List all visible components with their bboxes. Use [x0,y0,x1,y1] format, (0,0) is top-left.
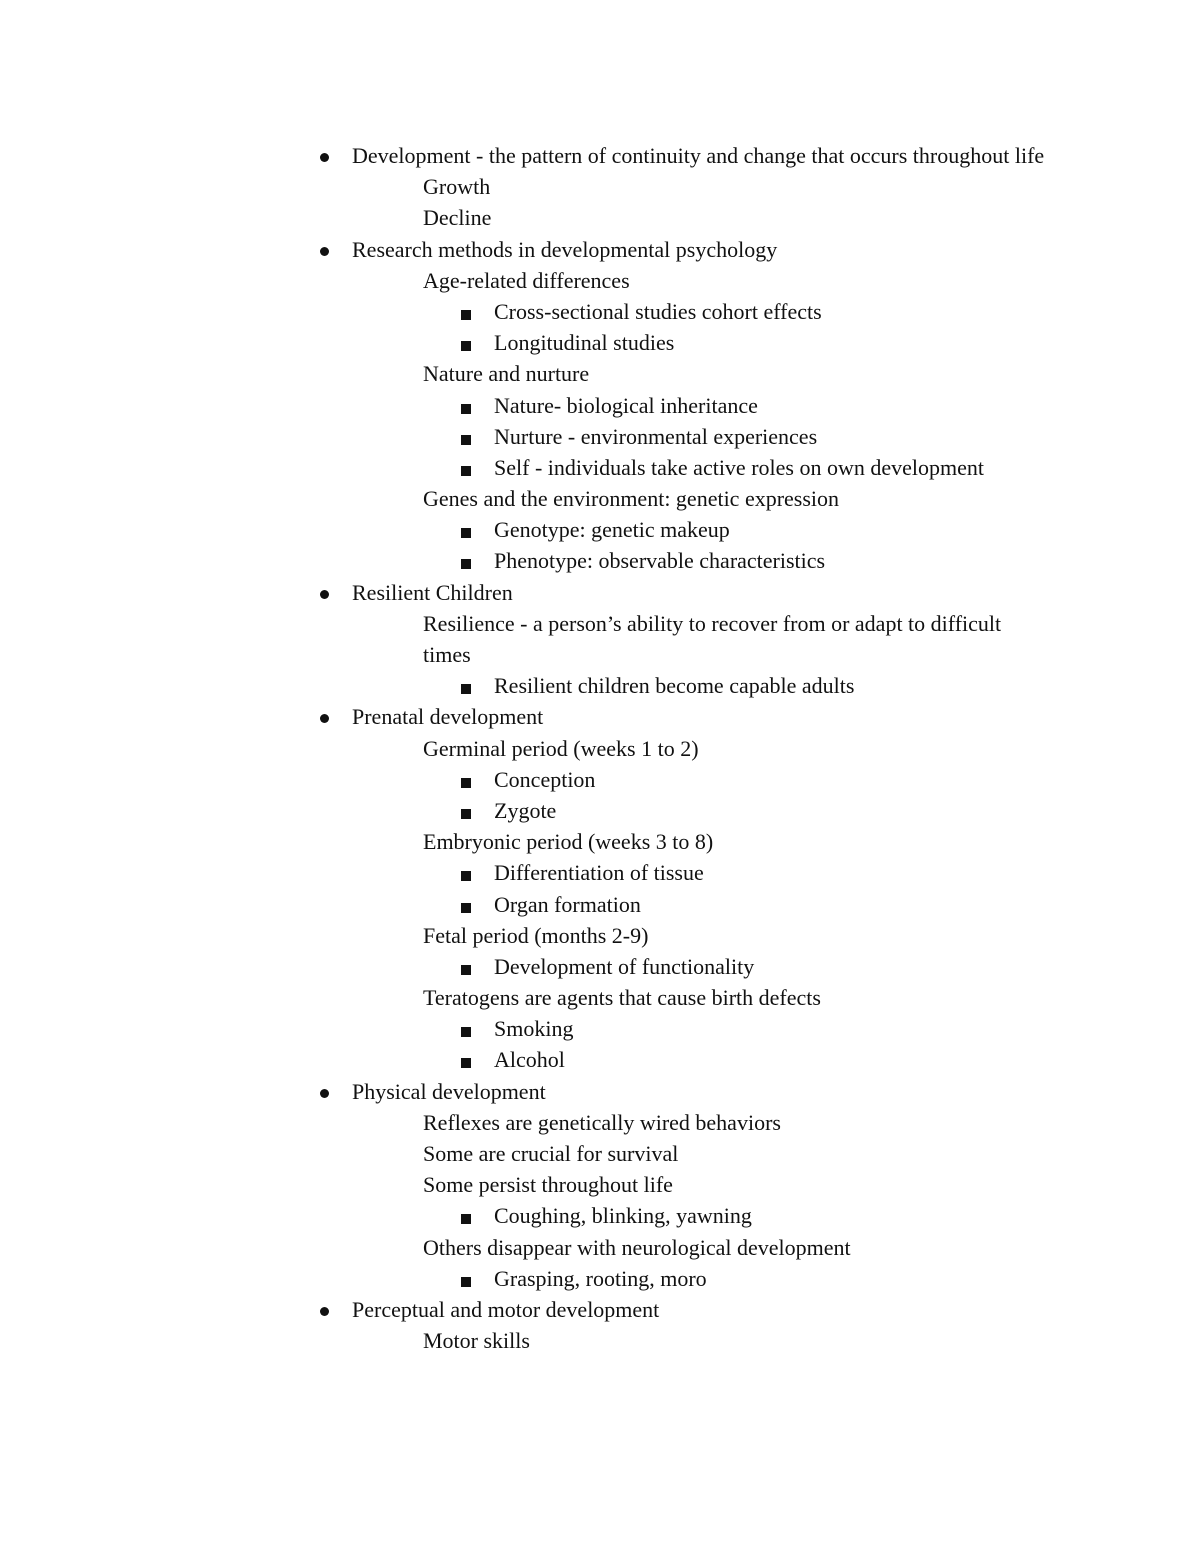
outline-item-level-2 [0,358,1053,389]
outline-item-text: Differentiation of tissue [494,860,704,886]
outline-item-text: Nurture - environmental experiences [494,423,818,449]
outline-item-text: Development of functionality [494,953,755,979]
round-bullet-icon [320,590,329,599]
outline-item-level-2 [0,1107,1053,1138]
outline-item-text: Phenotype: observable characteristics [494,548,826,574]
outline-item-text: Resilient children become capable adults [494,673,855,699]
outline-item-level-2 [0,826,1053,857]
outline-item-level-1 [0,1076,1062,1107]
outline-item-level-3 [0,390,1094,421]
outline-item-text: Perceptual and motor development [352,1296,660,1322]
square-bullet-icon [461,684,471,694]
square-bullet-icon [461,310,471,320]
outline-item-level-3 [0,1263,1094,1294]
outline-item-text: Grasping, rooting, moro [494,1265,707,1291]
outline-item-text: Resilient Children [352,579,513,605]
square-bullet-icon [461,1058,471,1068]
square-bullet-icon [461,404,471,414]
outline-item-text: Genotype: genetic makeup [494,517,730,543]
outline-item-text: Fetal period (months 2-9) [423,922,649,948]
outline-item-level-3 [0,764,1094,795]
outline-item-level-2 [0,1232,1053,1263]
outline-item-level-3 [0,1044,1094,1075]
outline-item-text: Resilience - a person’s ability to recover from or adapt to difficult times [423,610,1002,668]
square-bullet-icon [461,559,471,569]
square-bullet-icon [461,871,471,881]
outline-item-text: Growth [423,174,491,200]
outline-item-level-2 [0,1138,1053,1169]
round-bullet-icon [320,1089,329,1098]
outline-item-text: Some persist throughout life [423,1172,673,1198]
outline-item-text: Smoking [494,1016,574,1042]
outline-item-text: Physical development [352,1078,546,1104]
outline-item-level-3 [0,452,1094,483]
outline-item-text: Nature and nurture [423,361,590,387]
outline-item-level-2 [0,982,1053,1013]
outline-item-level-2 [0,483,1053,514]
round-bullet-icon [320,714,329,723]
square-bullet-icon [461,903,471,913]
outline-item-text: Decline [423,205,492,231]
outline-item-level-3 [0,889,1094,920]
outline-item-level-3 [0,951,1094,982]
outline-item-level-1 [0,140,1062,171]
outline-item-level-3 [0,514,1094,545]
outline-item-level-2 [0,733,1053,764]
outline-item-level-3 [0,1013,1094,1044]
outline-item-text: Development - the pattern of continuity and change that occurs throughout life [352,143,1045,168]
square-bullet-icon [461,778,471,788]
outline-item-text: Self - individuals take active roles on own development [494,454,984,480]
outline-item-level-1 [0,701,1062,732]
round-bullet-icon [320,153,329,162]
outline-item-text: Motor skills [423,1328,530,1354]
outline-item-text: Zygote [494,797,557,823]
outline-item-text: Nature- biological inheritance [494,392,758,418]
square-bullet-icon [461,466,471,476]
outline-item-text: Embryonic period (weeks 3 to 8) [423,829,714,855]
outline-item-level-2 [0,171,1053,202]
outline-item-level-2 [0,202,1053,233]
outline-item-level-3 [0,795,1094,826]
outline-item-level-3 [0,857,1094,888]
outline-item-text: Others disappear with neurological development [423,1234,851,1260]
outline-item-level-2 [0,1325,1053,1356]
outline-item-text: Cross-sectional studies cohort effects [494,298,822,324]
outline-item-text: Genes and the environment: genetic expression [423,486,840,512]
outline-list [0,140,1200,1356]
outline-item-level-2 [0,920,1053,951]
square-bullet-icon [461,1027,471,1037]
square-bullet-icon [461,435,471,445]
outline-item-level-1 [0,234,1062,265]
outline-item-level-3 [0,670,1094,701]
outline-item-level-3 [0,327,1094,358]
round-bullet-icon [320,1307,329,1316]
round-bullet-icon [320,247,329,256]
outline-item-text: Longitudinal studies [494,330,675,356]
outline-item-text: Reflexes are genetically wired behaviors [423,1109,781,1135]
square-bullet-icon [461,965,471,975]
square-bullet-icon [461,341,471,351]
square-bullet-icon [461,1214,471,1224]
outline-item-level-2 [0,608,1053,670]
outline-item-text: Conception [494,766,596,792]
square-bullet-icon [461,809,471,819]
square-bullet-icon [461,1277,471,1287]
outline-item-level-3 [0,1200,1094,1231]
outline-item-text: Prenatal development [352,704,544,730]
outline-item-text: Teratogens are agents that cause birth defects [423,985,821,1011]
outline-item-level-3 [0,296,1094,327]
outline-item-text: Research methods in developmental psychology [352,236,778,262]
outline-item-level-1 [0,1294,1062,1325]
outline-item-text: Alcohol [494,1047,565,1073]
outline-item-level-2 [0,265,1053,296]
outline-item-text: Coughing, blinking, yawning [494,1203,752,1229]
outline-item-text: Organ formation [494,891,641,917]
outline-item-text: Age-related differences [423,267,630,293]
outline-item-level-3 [0,421,1094,452]
outline-item-level-1 [0,577,1062,608]
outline-item-text: Germinal period (weeks 1 to 2) [423,735,699,761]
outline-item-level-3 [0,545,1094,576]
outline-item-text: Some are crucial for survival [423,1141,679,1167]
square-bullet-icon [461,528,471,538]
outline-item-level-2 [0,1169,1053,1200]
